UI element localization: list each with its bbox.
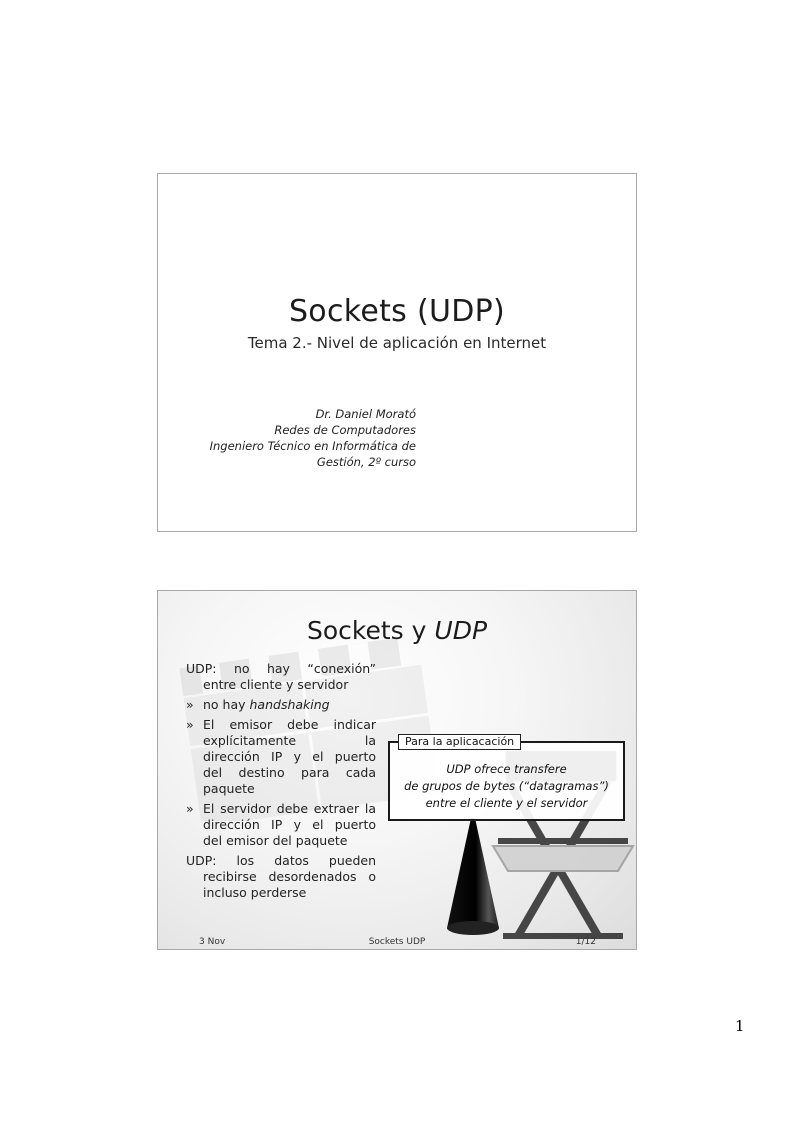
callout-line: de grupos de bytes (“datagramas”) <box>404 779 609 793</box>
bullet-text-italic: handshaking <box>249 697 330 712</box>
bullet-text: no hay <box>203 697 250 712</box>
bullet-sender-indicates <box>186 717 376 797</box>
point-no-connection <box>186 661 376 693</box>
author-line: Dr. Daniel Morató <box>315 407 416 421</box>
bullet-line: paquete <box>203 781 255 796</box>
slide-body <box>186 661 376 905</box>
slide-heading <box>158 616 636 645</box>
slide-subtitle: Tema 2.- Nivel de aplicación en Internet <box>247 334 547 352</box>
callout-label: Para la aplicacación <box>398 734 521 750</box>
bullet-line: dirección IP y el puerto <box>203 749 376 764</box>
heading-udp: UDP <box>434 616 488 645</box>
author-line: Gestión, 2º curso <box>316 455 416 469</box>
author-line: Redes de Computadores <box>274 423 416 437</box>
slide-title <box>157 173 637 532</box>
bullet-line: dirección IP y el puerto <box>203 817 376 832</box>
heading-text: Sockets y <box>306 616 435 645</box>
bullet-line: El servidor debe extraer la <box>203 801 376 816</box>
footer-title: Sockets UDP <box>368 937 426 947</box>
bullet-marker: » <box>186 801 194 816</box>
bullet-line: explícitamente la <box>203 733 376 748</box>
point-text: entre cliente y servidor <box>203 677 349 692</box>
point-text: recibirse desordenados o <box>203 869 376 884</box>
callout-line: entre el cliente y el servidor <box>425 796 588 810</box>
callout-box <box>388 735 625 821</box>
author-block <box>210 406 416 470</box>
callout-line: UDP ofrece transfere <box>446 762 567 776</box>
point-text: UDP: los datos pueden <box>186 853 376 868</box>
bullet-line: del destino para cada <box>203 765 376 780</box>
page-number: 1 <box>735 1017 745 1035</box>
bullet-handshaking <box>186 697 376 713</box>
callout-text <box>390 761 623 812</box>
author-line: Ingeniero Técnico en Informática de <box>209 439 416 453</box>
bullet-marker: » <box>186 697 194 712</box>
bullet-server-extracts <box>186 801 376 849</box>
bullet-line: El emisor debe indicar <box>203 717 376 732</box>
slide-sockets-udp <box>157 590 637 950</box>
footer-slide-number: 1/12 <box>575 937 596 947</box>
bullet-line: del emisor del paquete <box>203 833 348 848</box>
point-data-loss <box>186 853 376 901</box>
slide-title-heading: Sockets (UDP) <box>288 294 506 329</box>
footer-date: 3 Nov <box>199 937 226 947</box>
point-text: incluso perderse <box>203 885 307 900</box>
bullet-marker: » <box>186 717 194 732</box>
point-text: UDP: no hay “conexión” <box>186 661 376 676</box>
